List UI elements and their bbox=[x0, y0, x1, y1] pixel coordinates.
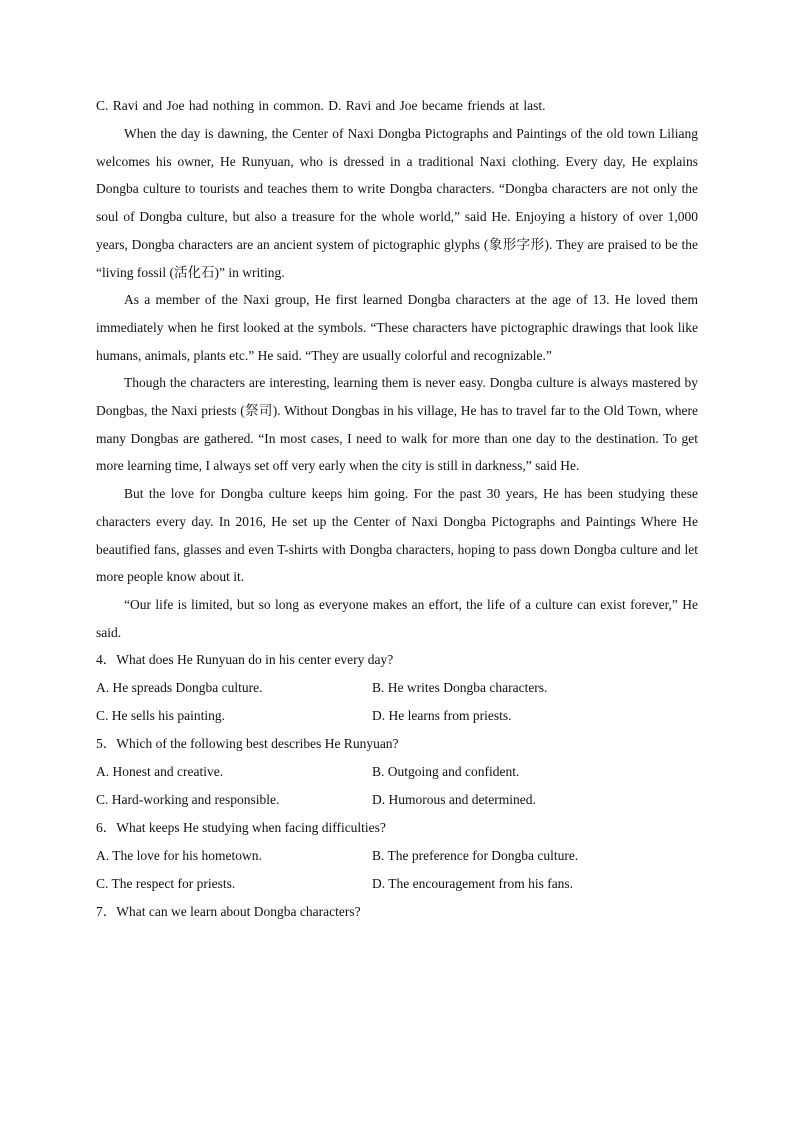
question-stem: 5．Which of the following best describes He Runyuan? bbox=[96, 736, 399, 752]
option-b: B. The preference for Dongba culture. bbox=[372, 848, 579, 864]
question-stem: 7．What can we learn about Dongba characters? bbox=[96, 904, 361, 920]
option-b: B. Outgoing and confident. bbox=[372, 764, 520, 780]
option-c: C. The respect for priests. bbox=[96, 876, 236, 892]
question-6 bbox=[96, 814, 698, 898]
passage-paragraph-3: Though the characters are interesting, learning them is never easy. Dongba culture is always mastered by Dongbas, the Naxi priests (祭司). Without Dongbas in his village, He has to travel far to the Old Town, where many Dongbas are gathered. “In most cases, I need to walk for more than one day to the destination. To get more learning time, I always set off very early when the city is still in darkness,” said He. bbox=[96, 375, 698, 474]
option-d: D. Humorous and determined. bbox=[372, 792, 536, 808]
question-stem: 4．What does He Runyuan do in his center every day? bbox=[96, 652, 394, 668]
option-b: B. He writes Dongba characters. bbox=[372, 680, 548, 696]
question-7 bbox=[96, 898, 698, 926]
previous-question-options: C. Ravi and Joe had nothing in common. D. Ravi and Joe became friends at last. bbox=[96, 98, 546, 113]
passage-paragraph-2: As a member of the Naxi group, He first learned Dongba characters at the age of 13. He loved them immediately when he first looked at the symbols. “These characters have pictographic drawings that look like humans, animals, plants etc.” He said. “They are usually colorful and recognizable.” bbox=[96, 292, 698, 363]
passage-paragraph-5: “Our life is limited, but so long as everyone makes an effort, the life of a culture can exist forever,” He said. bbox=[96, 596, 698, 640]
passage-paragraph-4: But the love for Dongba culture keeps him going. For the past 30 years, He has been studying these characters every day. In 2016, He set up the Center of Naxi Dongba Pictographs and Paintings Where He beautified fans, glasses and even T-shirts with Dongba characters, hoping to pass down Dongba culture and let more people know about it. bbox=[96, 486, 698, 585]
option-c: C. Hard-working and responsible. bbox=[96, 792, 280, 808]
question-stem: 6．What keeps He studying when facing difficulties? bbox=[96, 820, 386, 836]
option-d: D. The encouragement from his fans. bbox=[372, 876, 574, 892]
option-a: A. The love for his hometown. bbox=[96, 848, 262, 864]
option-a: A. He spreads Dongba culture. bbox=[96, 680, 263, 696]
option-c: C. He sells his painting. bbox=[96, 708, 225, 724]
option-d: D. He learns from priests. bbox=[372, 708, 512, 724]
reading-passage bbox=[96, 120, 698, 646]
passage-paragraph-1: When the day is dawning, the Center of Naxi Dongba Pictographs and Paintings of the old town Liliang welcomes his owner, He Runyuan, who is dressed in a traditional Naxi clothing. Every day, He explains Dongba culture to tourists and teaches them to write Dongba characters. “Dongba characters are not only the soul of Dongba culture, but also a treasure for the whole world,” said He. Enjoying a history of over 1,000 years, Dongba characters are an ancient system of pictographic glyphs (象形字形). They are praised to be the “living fossil (活化石)” in writing. bbox=[96, 126, 698, 280]
question-4 bbox=[96, 646, 698, 730]
document-page bbox=[96, 92, 698, 926]
question-5 bbox=[96, 730, 698, 814]
option-a: A. Honest and creative. bbox=[96, 764, 224, 780]
